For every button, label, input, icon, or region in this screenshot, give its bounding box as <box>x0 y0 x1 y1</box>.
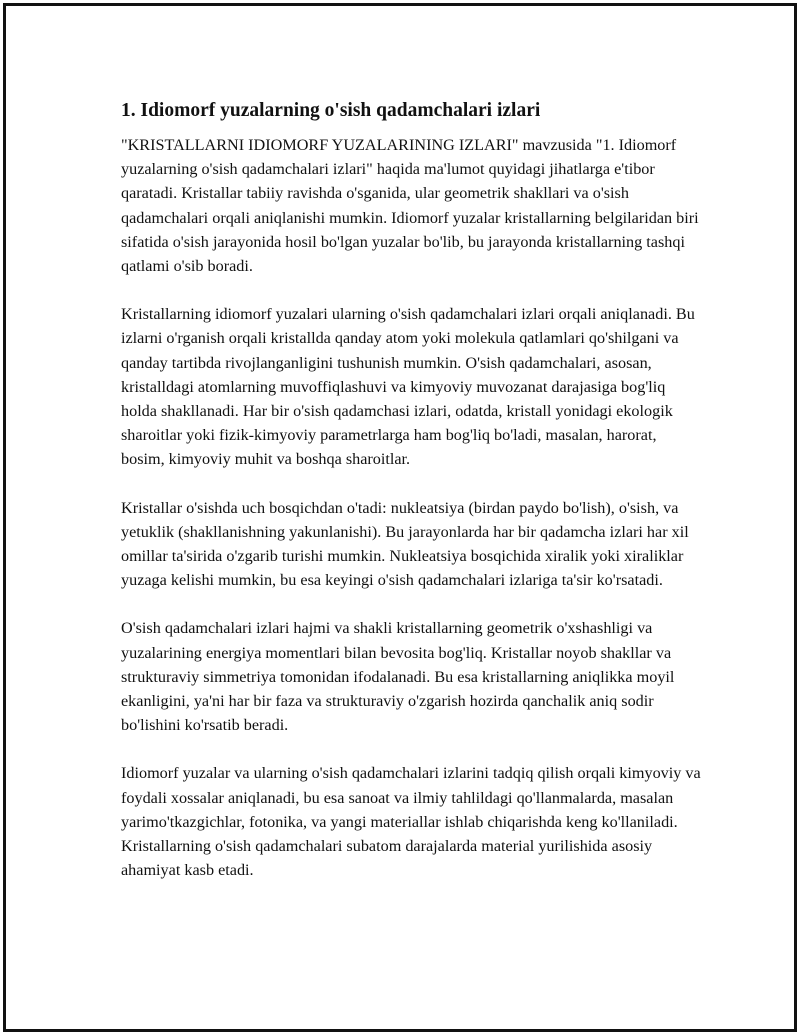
document-body <box>121 98 701 906</box>
paragraph-4: O'sish qadamchalari izlari hajmi va shakli kristallarning geometrik o'xshashligi va yuzalarining energiya momentlari bilan bevosita bog'liq. Kristallar noyob shakllar va strukturaviy simmetriya tomonidan ifodalanadi. Bu esa kristallarning aniqlikka moyil ekanligini, ya'ni har bir faza va strukturaviy o'zgarish hozirda qanchalik aniq sodir bo'lishini ko'rsatib beradi. <box>121 619 675 735</box>
section-heading: 1. Idiomorf yuzalarning o'sish qadamchalari izlari <box>121 100 541 121</box>
paragraph-2: Kristallarning idiomorf yuzalari ularning o'sish qadamchalari izlari orqali aniqlanadi. Bu izlarni o'rganish orqali kristallda qanday atom yoki molekula qatlamlari qo'shilgani va qanday tartibda rivojlanganligini tushunish mumkin. O'sish qadamchalari, asosan, kristalldagi atomlarning muvoffiqlashuvi va kimyoviy muvozanat darajasiga bog'liq holda shakllanadi. Har bir o'sish qadamchasi izlari, odatda, kristall yonidagi ekologik sharoitlar yoki fizik-kimyoviy parametrlarga ham bog'liq bo'ladi, masalan, harorat, bosim, kimyoviy muhit va boshqa sharoitlar. <box>121 305 695 469</box>
paragraph-1: "KRISTALLARNI IDIOMORF YUZALARINING IZLARI" mavzusida "1. Idiomorf yuzalarning o'sish qadamchalari izlari" haqida ma'lumot quyidagi jihatlarga e'tibor qaratadi. Kristallar tabiiy ravishda o'sganida, ular geometrik shakllari va o'sish qadamchalari orqali aniqlanishi mumkin. Idiomorf yuzalar kristallarning belgilaridan biri sifatida o'sish jarayonida hosil bo'lgan yuzalar bo'lib, bu jarayonda kristallarning tashqi qatlami o'sib boradi. <box>121 136 699 276</box>
paragraph-5: Idiomorf yuzalar va ularning o'sish qadamchalari izlarini tadqiq qilish orqali kimyoviy va foydali xossalar aniqlanadi, bu esa sanoat va ilmiy tahlildagi qo'llanmalarda, masalan yarimo'tkazgichlar, fotonika, va yangi materiallar ishlab chiqarishda keng ko'llaniladi. Kristallarning o'sish qadamchalari subatom darajalarda material yurilishida asosiy ahamiyat kasb etadi. <box>121 764 701 880</box>
page-frame <box>3 3 797 1032</box>
paragraph-3: Kristallar o'sishda uch bosqichdan o'tadi: nukleatsiya (birdan paydo bo'lish), o'sish, va yetuklik (shakllanishning yakunlanishi). Bu jarayonlarda har bir qadamcha izlari har xil omillar ta'sirida o'zgarib turishi mumkin. Nukleatsiya bosqichida xiralik yoki xiraliklar yuzaga kelishi mumkin, bu esa keyingi o'sish qadamchalari izlariga ta'sir ko'rsatadi. <box>121 498 689 590</box>
